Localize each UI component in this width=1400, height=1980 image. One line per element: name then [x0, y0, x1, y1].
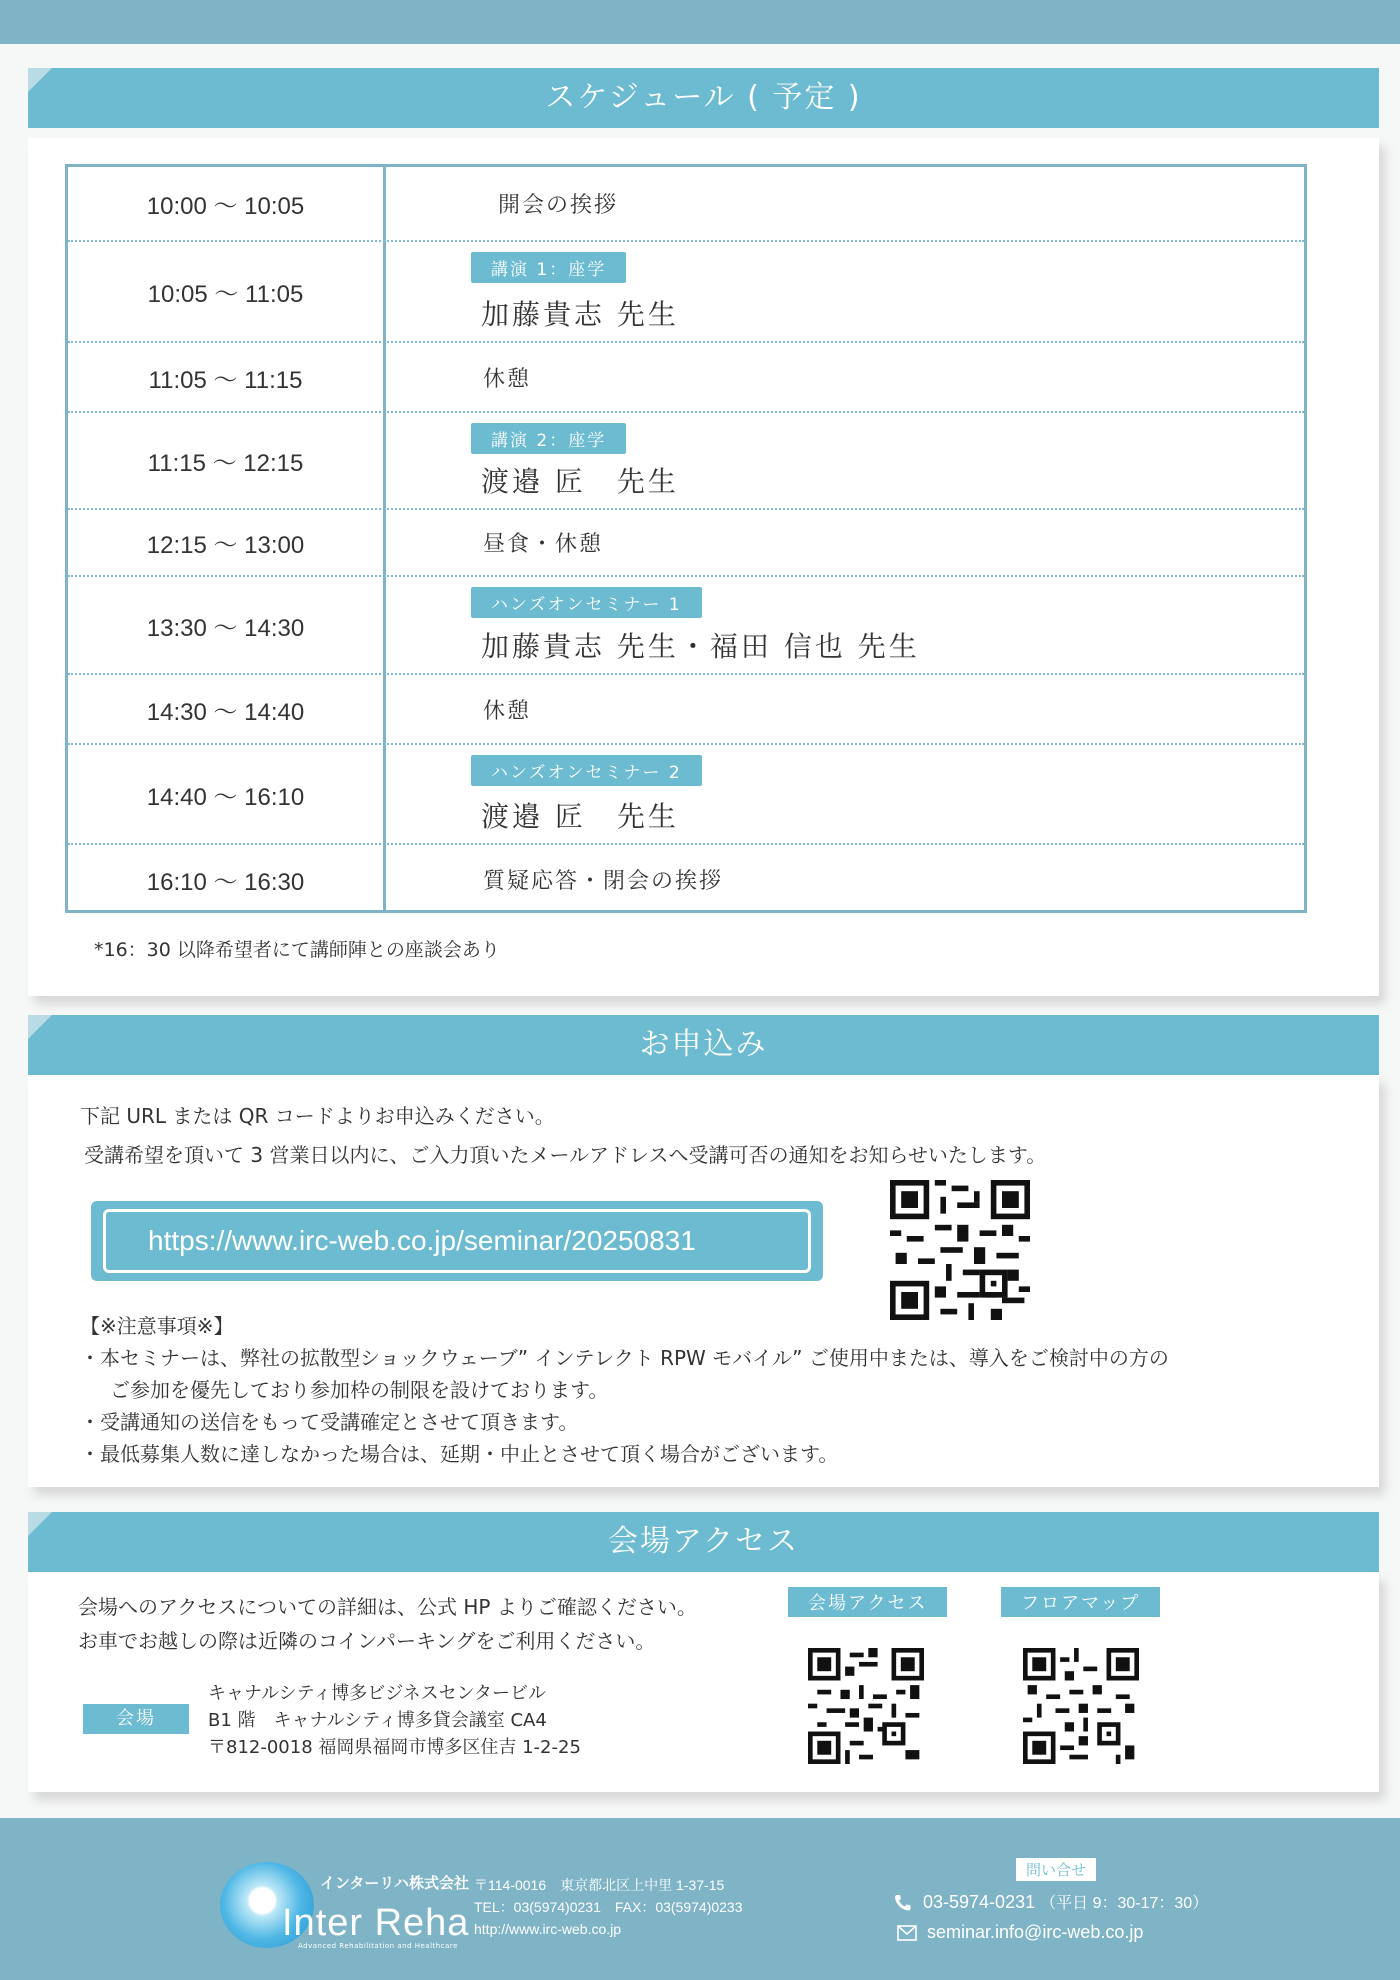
row-time: 16:10 〜 16:30	[146, 868, 305, 896]
top-bar	[0, 0, 1400, 44]
row-time: 14:40 〜 16:10	[146, 783, 305, 811]
row-time: 10:00 〜 10:05	[146, 193, 305, 220]
access-title: 会場アクセス	[607, 1524, 800, 1559]
website-link[interactable]: http://www.irc-web.co.jp	[474, 1921, 622, 1937]
note-item: ・最低募集人数に達しなかった場合は、延期・中止とさせて頂く場合がございます。	[80, 1442, 839, 1466]
venue-line: キャナルシティ博多ビジネスセンタービル	[208, 1683, 546, 1704]
session-tag: 講演 2：座学	[471, 423, 626, 454]
table-row	[68, 343, 1304, 413]
session-tag: ハンズオンセミナー 1	[471, 587, 702, 618]
table-row	[68, 845, 1304, 913]
table-row	[68, 510, 1304, 577]
apply-qr-code[interactable]	[890, 1180, 1030, 1320]
email-address: seminar.info@irc-web.co.jp	[927, 1922, 1144, 1942]
row-speaker: 渡邉 匠 先生	[481, 465, 679, 498]
row-time: 14:30 〜 14:40	[146, 698, 305, 726]
qr-tag-floormap: フロアマップ	[1001, 1587, 1160, 1617]
row-speaker: 渡邉 匠 先生	[481, 800, 679, 833]
contact-line: TEL：03(5974)0231 FAX：03(5974)0233	[474, 1899, 743, 1915]
apply-title: お申込み	[639, 1027, 768, 1062]
company-address	[474, 1874, 743, 1940]
table-row	[68, 745, 1304, 845]
row-speaker: 加藤貴志 先生	[481, 298, 679, 331]
access-line: お車でお越しの際は近隣のコインパーキングをご利用ください。	[78, 1629, 656, 1653]
address-line: 〒114-0016 東京都北区上中里 1-37-15	[474, 1877, 725, 1893]
business-hours: （平日 9：30-17：30）	[1040, 1895, 1209, 1912]
access-qr-code[interactable]	[808, 1648, 924, 1764]
schedule-title: スケジュール ( 予定 )	[545, 80, 862, 115]
session-tag: 講演 1：座学	[471, 252, 626, 283]
inquiry-label: 問い合せ	[1016, 1858, 1096, 1881]
row-text: 昼食・休憩	[483, 532, 604, 557]
row-time: 10:05 〜 11:05	[147, 281, 304, 308]
apply-line-1: 下記 URL または QR コードよりお申込みください。	[80, 1104, 555, 1128]
schedule-table	[65, 164, 1307, 913]
header-corner	[28, 1512, 52, 1536]
apply-header	[28, 1015, 1379, 1075]
row-text: 休憩	[483, 366, 532, 392]
apply-url-link[interactable]: https://www.irc-web.co.jp/seminar/20250831	[103, 1209, 811, 1273]
mail-icon	[897, 1925, 917, 1941]
row-text: 質疑応答・閉会の挨拶	[483, 868, 724, 894]
note-item: ・本セミナーは、弊社の拡散型ショックウェーブ” インテレクト RPW モバイル” ご使用中または、導入をご検討中の方の	[80, 1346, 1169, 1370]
footer	[0, 1818, 1400, 1980]
email-contact[interactable]	[897, 1922, 1143, 1943]
venue-address	[208, 1680, 581, 1761]
venue-line: 〒812-0018 福岡県福岡市博多区住吉 1-2-25	[208, 1737, 581, 1758]
phone-contact[interactable]	[893, 1890, 1208, 1913]
apply-url-box[interactable]	[91, 1201, 823, 1281]
header-corner	[28, 1015, 52, 1039]
row-speaker: 加藤貴志 先生・福田 信也 先生	[481, 630, 920, 663]
table-row	[68, 577, 1304, 675]
row-time: 11:15 〜 12:15	[147, 450, 304, 477]
phone-icon	[893, 1893, 913, 1913]
venue-line: B1 階 キャナルシティ博多貸会議室 CA4	[208, 1710, 547, 1731]
schedule-header	[28, 68, 1379, 128]
header-corner	[28, 68, 52, 92]
logo-wordmark: Inter Reha	[282, 1902, 470, 1944]
apply-notes	[80, 1310, 1169, 1470]
table-row	[68, 242, 1304, 343]
apply-line-2: 受講希望を頂いて 3 営業日以内に、ご入力頂いたメールアドレスへ受講可否の通知をお知らせいたします。	[84, 1143, 1047, 1167]
note-item: ご参加を優先しており参加枠の制限を設けております。	[110, 1378, 609, 1402]
table-row	[68, 167, 1304, 242]
access-description	[78, 1590, 697, 1658]
logo-tagline: Advanced Rehabilitation and Healthcare	[298, 1942, 458, 1950]
row-time: 13:30 〜 14:30	[146, 614, 305, 642]
note-item: ・受講通知の送信をもって受講確定とさせて頂きます。	[80, 1410, 579, 1434]
floormap-qr-code[interactable]	[1023, 1648, 1139, 1764]
notes-title: 【※注意事項※】	[80, 1314, 234, 1338]
phone-number: 03-5974-0231	[923, 1892, 1036, 1912]
row-time: 11:05 〜 11:15	[148, 366, 303, 394]
venue-label: 会場	[83, 1704, 189, 1734]
schedule-note: *16：30 以降希望者にて講師陣との座談会あり	[94, 939, 500, 961]
qr-tag-access: 会場アクセス	[788, 1587, 947, 1617]
table-row	[68, 413, 1304, 510]
row-text: 開会の挨拶	[498, 193, 619, 218]
access-header	[28, 1512, 1379, 1572]
session-tag: ハンズオンセミナー 2	[471, 755, 702, 786]
row-time: 12:15 〜 13:00	[146, 532, 305, 559]
access-line: 会場へのアクセスについての詳細は、公式 HP よりご確認ください。	[78, 1595, 697, 1619]
table-row	[68, 675, 1304, 745]
row-text: 休憩	[483, 698, 532, 724]
company-name: インターリハ株式会社	[320, 1874, 469, 1892]
